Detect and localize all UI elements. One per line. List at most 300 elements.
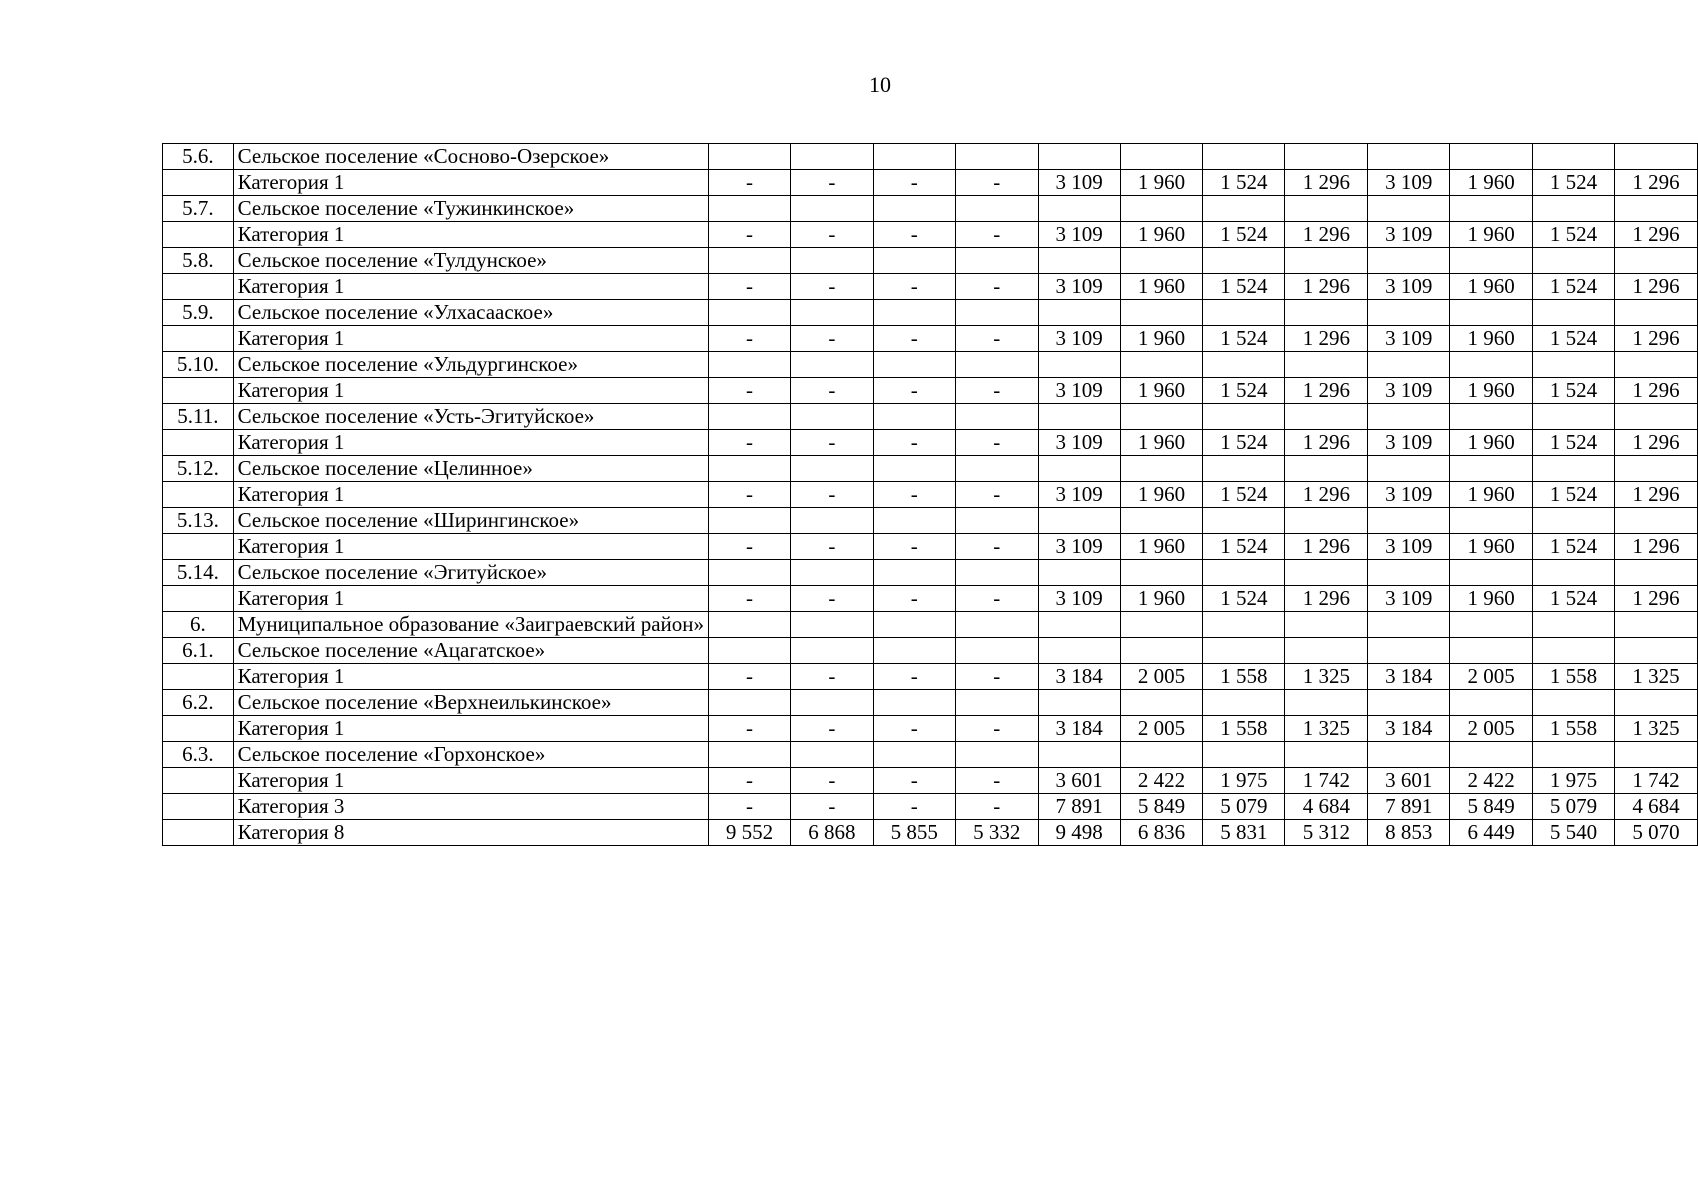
row-number [163,664,234,690]
value-cell: 3 109 [1038,326,1120,352]
table-row [163,196,1698,222]
value-cell: 3 109 [1368,170,1450,196]
row-name: Категория 1 [233,768,708,794]
value-cell: - [955,482,1038,508]
value-cell: 6 868 [790,820,873,846]
value-cell [709,560,791,586]
value-cell [1203,352,1285,378]
value-cell [1533,300,1615,326]
value-cell: 6 836 [1120,820,1203,846]
value-cell [1368,638,1450,664]
value-cell [1368,144,1450,170]
value-cell [709,248,791,274]
value-cell [709,300,791,326]
value-cell [1533,638,1615,664]
row-name: Категория 1 [233,274,708,300]
value-cell: 5 332 [955,820,1038,846]
value-cell [1203,508,1285,534]
value-cell: - [709,482,791,508]
value-cell: 2 422 [1450,768,1533,794]
row-number [163,170,234,196]
value-cell [1533,248,1615,274]
value-cell: 9 498 [1038,820,1120,846]
value-cell: 1 524 [1203,430,1285,456]
value-cell: 3 109 [1368,534,1450,560]
value-cell [1038,560,1120,586]
value-cell [709,456,791,482]
row-name: Категория 1 [233,378,708,404]
value-cell [1533,144,1615,170]
value-cell: 2 422 [1120,768,1203,794]
value-cell: - [709,768,791,794]
value-cell [873,690,955,716]
table-row [163,144,1698,170]
value-cell: 3 109 [1368,482,1450,508]
value-cell [1203,638,1285,664]
value-cell [1203,742,1285,768]
value-cell [1203,300,1285,326]
value-cell [1368,742,1450,768]
value-cell [873,404,955,430]
value-cell [790,144,873,170]
value-cell: 7 891 [1368,794,1450,820]
value-cell [1533,196,1615,222]
row-number [163,794,234,820]
table-row [163,404,1698,430]
value-cell [1203,456,1285,482]
value-cell [1038,352,1120,378]
value-cell [709,690,791,716]
value-cell: 3 109 [1368,430,1450,456]
row-name: Сельское поселение «Ширингинское» [233,508,708,534]
value-cell [1615,404,1698,430]
value-cell [790,742,873,768]
value-cell: 1 296 [1285,482,1368,508]
value-cell [709,352,791,378]
row-number [163,378,234,404]
value-cell: - [955,326,1038,352]
value-cell [1450,144,1533,170]
value-cell: - [790,326,873,352]
value-cell [1533,690,1615,716]
value-cell: - [790,534,873,560]
value-cell: - [873,768,955,794]
value-cell: - [955,664,1038,690]
value-cell: 1 742 [1285,768,1368,794]
value-cell [790,300,873,326]
value-cell: - [955,716,1038,742]
row-name: Сельское поселение «Тужинкинское» [233,196,708,222]
table-row [163,482,1698,508]
value-cell: - [709,794,791,820]
row-number: 6. [163,612,234,638]
value-cell: 1 524 [1533,170,1615,196]
row-number [163,274,234,300]
value-cell: - [709,586,791,612]
value-cell: 1 975 [1203,768,1285,794]
value-cell: 1 296 [1615,326,1698,352]
value-cell [1285,196,1368,222]
value-cell: 1 960 [1450,326,1533,352]
value-cell: 1 524 [1203,170,1285,196]
value-cell [1038,456,1120,482]
value-cell [1203,144,1285,170]
value-cell: 1 524 [1533,586,1615,612]
value-cell: - [790,378,873,404]
table-row [163,508,1698,534]
value-cell [1120,508,1203,534]
row-number: 5.9. [163,300,234,326]
value-cell [1533,742,1615,768]
value-cell [1203,612,1285,638]
value-cell [1120,352,1203,378]
value-cell: 3 109 [1038,378,1120,404]
value-cell: 1 960 [1120,222,1203,248]
value-cell [1533,612,1615,638]
value-cell: 1 960 [1120,378,1203,404]
value-cell [1615,560,1698,586]
value-cell: 1 558 [1203,664,1285,690]
value-cell [1450,352,1533,378]
value-cell: 1 296 [1285,274,1368,300]
value-cell: - [873,716,955,742]
value-cell: 1 960 [1450,482,1533,508]
value-cell [709,612,791,638]
value-cell [1120,612,1203,638]
value-cell: - [873,326,955,352]
value-cell: 1 960 [1450,222,1533,248]
value-cell: 1 325 [1615,664,1698,690]
value-cell: - [955,222,1038,248]
value-cell: 1 296 [1615,534,1698,560]
value-cell [873,612,955,638]
value-cell: - [873,534,955,560]
value-cell: 5 831 [1203,820,1285,846]
table-row [163,378,1698,404]
value-cell: 3 109 [1038,222,1120,248]
value-cell: 1 296 [1285,378,1368,404]
value-cell: 1 524 [1533,430,1615,456]
row-number: 5.8. [163,248,234,274]
value-cell [709,508,791,534]
value-cell [1038,638,1120,664]
value-cell [1120,196,1203,222]
row-number: 5.6. [163,144,234,170]
value-cell [1450,404,1533,430]
row-number: 5.12. [163,456,234,482]
value-cell [1450,612,1533,638]
value-cell: 1 558 [1203,716,1285,742]
row-number [163,768,234,794]
value-cell: 1 975 [1533,768,1615,794]
table-row [163,248,1698,274]
value-cell [1203,560,1285,586]
row-number: 6.2. [163,690,234,716]
value-cell: 1 296 [1285,222,1368,248]
value-cell [1203,690,1285,716]
table-row [163,430,1698,456]
row-number [163,820,234,846]
row-name: Категория 1 [233,586,708,612]
value-cell: - [873,430,955,456]
value-cell [955,560,1038,586]
value-cell [1038,300,1120,326]
value-cell: - [790,430,873,456]
table-row [163,274,1698,300]
value-cell [1285,248,1368,274]
value-cell: 3 109 [1038,170,1120,196]
value-cell [1615,248,1698,274]
row-number: 5.11. [163,404,234,430]
value-cell [1615,456,1698,482]
value-cell [1368,248,1450,274]
value-cell [1120,144,1203,170]
value-cell [1285,612,1368,638]
row-name: Сельское поселение «Ацагатское» [233,638,708,664]
value-cell: 1 325 [1285,664,1368,690]
table-row [163,534,1698,560]
value-cell [790,612,873,638]
value-cell [1285,404,1368,430]
value-cell: 4 684 [1285,794,1368,820]
value-cell: 3 184 [1038,664,1120,690]
value-cell: 1 960 [1120,170,1203,196]
table-row [163,820,1698,846]
row-number [163,430,234,456]
value-cell [1038,144,1120,170]
value-cell [1615,144,1698,170]
row-name: Сельское поселение «Горхонское» [233,742,708,768]
value-cell [955,196,1038,222]
row-number [163,716,234,742]
value-cell [1615,300,1698,326]
value-cell [790,508,873,534]
value-cell: - [873,222,955,248]
value-cell: 5 079 [1533,794,1615,820]
value-cell: - [955,768,1038,794]
value-cell: 1 296 [1615,274,1698,300]
row-name: Сельское поселение «Эгитуйское» [233,560,708,586]
value-cell [1120,560,1203,586]
table-row [163,222,1698,248]
row-number: 5.13. [163,508,234,534]
value-cell: 1 296 [1285,534,1368,560]
value-cell: - [955,794,1038,820]
value-cell: 1 524 [1533,326,1615,352]
value-cell: - [955,378,1038,404]
value-cell: 1 524 [1203,274,1285,300]
row-name: Категория 3 [233,794,708,820]
row-name: Категория 1 [233,430,708,456]
value-cell: 1 960 [1450,378,1533,404]
value-cell: - [709,326,791,352]
value-cell [1285,638,1368,664]
row-name: Сельское поселение «Целинное» [233,456,708,482]
value-cell: - [790,222,873,248]
value-cell: - [709,664,791,690]
value-cell: 8 853 [1368,820,1450,846]
value-cell: 7 891 [1038,794,1120,820]
value-cell: 1 325 [1615,716,1698,742]
value-cell [1038,742,1120,768]
table-body [163,144,1698,846]
row-number: 5.14. [163,560,234,586]
value-cell: 3 109 [1368,222,1450,248]
value-cell: - [873,794,955,820]
value-cell: 1 960 [1120,586,1203,612]
row-name: Сельское поселение «Тулдунское» [233,248,708,274]
value-cell: 5 070 [1615,820,1698,846]
value-cell [1615,690,1698,716]
value-cell: 1 524 [1203,534,1285,560]
row-number [163,586,234,612]
value-cell: 1 524 [1533,534,1615,560]
value-cell: 1 960 [1120,534,1203,560]
value-cell: 1 524 [1533,378,1615,404]
value-cell [955,690,1038,716]
value-cell [709,196,791,222]
table-row [163,690,1698,716]
value-cell [955,508,1038,534]
value-cell: 1 558 [1533,716,1615,742]
value-cell [1368,300,1450,326]
value-cell [1533,404,1615,430]
row-name: Сельское поселение «Усть-Эгитуйское» [233,404,708,430]
value-cell: - [709,534,791,560]
row-name: Категория 1 [233,326,708,352]
value-cell [1038,508,1120,534]
value-cell [1120,404,1203,430]
value-cell: 1 742 [1615,768,1698,794]
value-cell: 3 184 [1368,664,1450,690]
value-cell [1368,352,1450,378]
value-cell [955,404,1038,430]
value-cell [955,456,1038,482]
value-cell: 3 109 [1038,274,1120,300]
value-cell: - [955,170,1038,196]
value-cell [790,404,873,430]
value-cell [1285,560,1368,586]
value-cell: - [709,170,791,196]
value-cell [790,196,873,222]
value-cell: 1 296 [1615,430,1698,456]
value-cell: - [709,222,791,248]
value-cell: 5 849 [1120,794,1203,820]
value-cell [1533,352,1615,378]
value-cell [790,560,873,586]
value-cell [1450,560,1533,586]
value-cell [1450,508,1533,534]
value-cell [1203,248,1285,274]
value-cell: 2 005 [1450,664,1533,690]
value-cell [873,248,955,274]
table-row [163,560,1698,586]
value-cell [1615,638,1698,664]
value-cell [790,690,873,716]
value-cell [709,144,791,170]
value-cell: 1 296 [1615,586,1698,612]
table-row [163,300,1698,326]
value-cell: - [790,768,873,794]
value-cell [790,352,873,378]
value-cell: - [790,170,873,196]
row-name: Сельское поселение «Сосново-Озерское» [233,144,708,170]
table-row [163,612,1698,638]
value-cell: - [955,586,1038,612]
value-cell: 1 524 [1203,482,1285,508]
row-number [163,222,234,248]
value-cell: - [873,274,955,300]
table-row [163,768,1698,794]
value-cell: 1 296 [1285,586,1368,612]
value-cell [1120,690,1203,716]
value-cell: 1 296 [1285,170,1368,196]
value-cell: - [873,482,955,508]
value-cell: 2 005 [1450,716,1533,742]
value-cell [790,638,873,664]
value-cell [1450,690,1533,716]
row-name: Категория 8 [233,820,708,846]
value-cell: 2 005 [1120,716,1203,742]
value-cell: - [790,274,873,300]
row-name: Категория 1 [233,222,708,248]
row-name: Муниципальное образование «Заиграевский район» [233,612,708,638]
value-cell: - [709,274,791,300]
value-cell: 1 960 [1450,586,1533,612]
value-cell: 3 109 [1368,586,1450,612]
value-cell: 5 540 [1533,820,1615,846]
value-cell: - [709,378,791,404]
value-cell [1285,144,1368,170]
value-cell: 3 109 [1368,378,1450,404]
row-name: Категория 1 [233,170,708,196]
value-cell [1120,456,1203,482]
value-cell: 1 296 [1615,378,1698,404]
value-cell [955,638,1038,664]
row-number: 6.3. [163,742,234,768]
table-row [163,326,1698,352]
value-cell [709,638,791,664]
value-cell [1368,690,1450,716]
row-number [163,326,234,352]
value-cell: - [709,716,791,742]
value-cell [1533,560,1615,586]
value-cell [1285,352,1368,378]
value-cell [955,144,1038,170]
value-cell [873,300,955,326]
value-cell: 5 855 [873,820,955,846]
row-name: Сельское поселение «Улхасааское» [233,300,708,326]
value-cell [1368,196,1450,222]
value-cell [1038,404,1120,430]
value-cell [1615,196,1698,222]
row-number: 5.7. [163,196,234,222]
value-cell: 1 524 [1533,222,1615,248]
table-row [163,794,1698,820]
value-cell [1450,456,1533,482]
value-cell [790,248,873,274]
value-cell: 3 109 [1368,274,1450,300]
value-cell [709,742,791,768]
value-cell [873,352,955,378]
value-cell [873,196,955,222]
value-cell: - [873,378,955,404]
row-name: Категория 1 [233,716,708,742]
value-cell [1450,248,1533,274]
value-cell [955,352,1038,378]
value-cell: 3 601 [1038,768,1120,794]
value-cell: 3 109 [1038,482,1120,508]
